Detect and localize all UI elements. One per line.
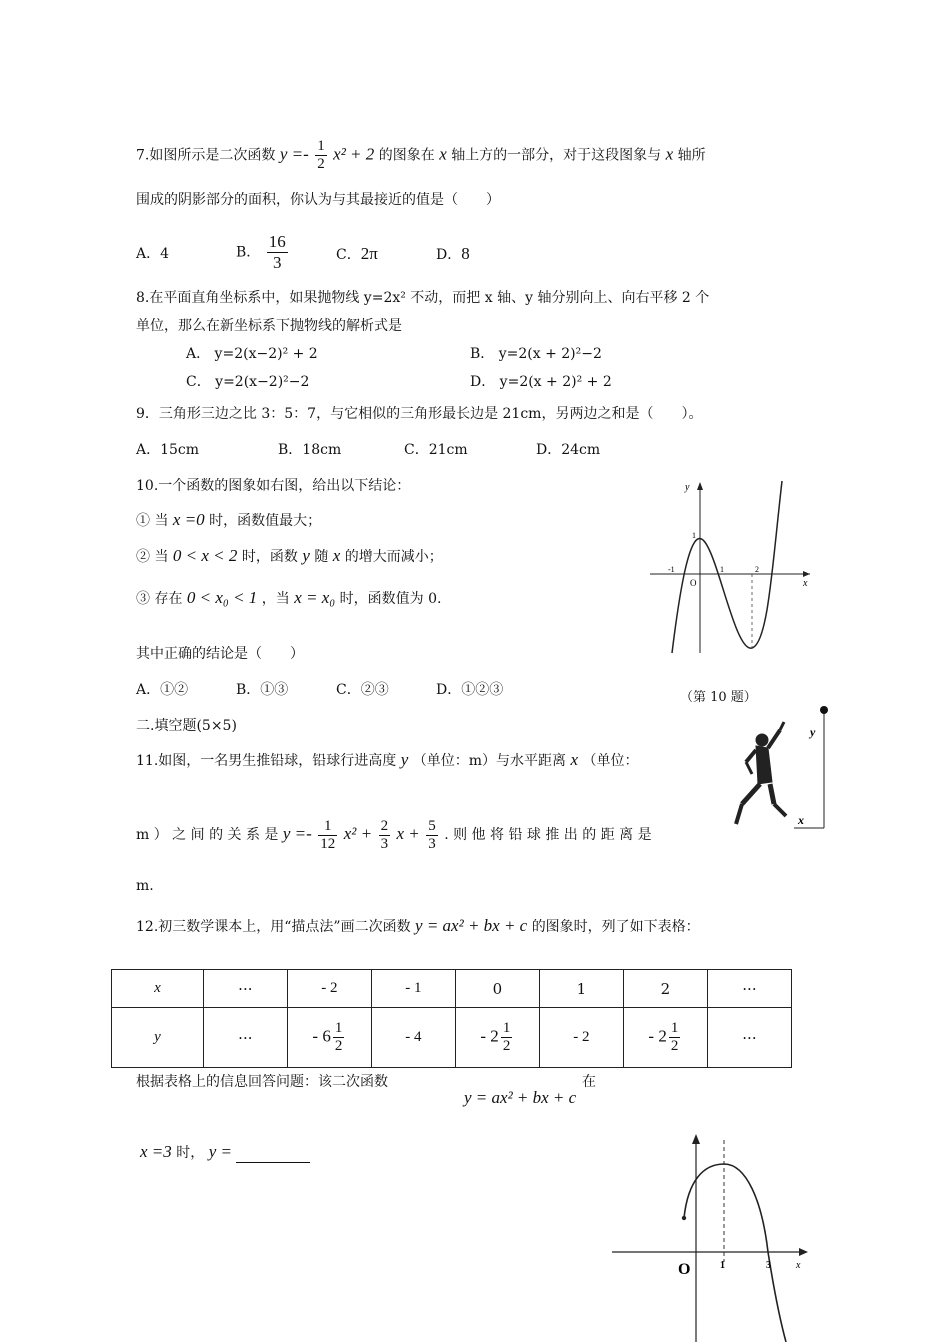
q10-y-arrow-icon [697, 482, 703, 490]
q9-stem: 9．三角形三边之比 3：5：7，与它相似的三角形最长边是 21cm，另两边之和是（ ）。 [136, 406, 703, 422]
q9-option-d: D．24cm [536, 442, 601, 458]
fig-tick-3: 3 [766, 1260, 771, 1271]
q11-line2: m ） 之 间 的 关 系 是 y =- $\frac{1}{12}$ x² + $\frac{2}{3}$ x + $\frac{5}{3}$ . 则 他 将 铅 球 推 出 的 距 离 是 [136, 817, 652, 852]
q8-option-c: C． y=2(x−2)²−2 [186, 374, 310, 390]
q10-x-arrow-icon [803, 571, 810, 577]
q10-option-a: A．①② [136, 682, 189, 698]
q8-option-d: D． y=2(x + 2)² + 2 [470, 374, 612, 390]
fig-x-arrow-icon [799, 1248, 808, 1256]
table-cell: - 2 $\frac{1}{2}$ [455, 1008, 539, 1068]
q10-tick-neg1: -1 [668, 565, 675, 574]
q12-after-table: 根据表格上的信息回答问题：该二次函数 [136, 1074, 388, 1090]
q7-line1: 7.如图所示是二次函数 y =- $\frac{1}{2}$ x² + 2 的图象在 x 轴上方的一部分，对于这段图象与 x 轴所 [136, 138, 706, 172]
q8-option-b: B． y=2(x + 2)²−2 [470, 346, 602, 362]
table-cell: - 4 [371, 1008, 455, 1068]
q10-x-label: x [803, 578, 808, 589]
q8-line1: 8.在平面直角坐标系中，如果抛物线 y=2x² 不动，而把 x 轴、y 轴分别向上、向右平移 2 个 [136, 290, 710, 306]
table-cell: ··· [203, 1008, 287, 1068]
q10-tick-2: 2 [755, 565, 759, 574]
table-cell: - 2 [539, 1008, 623, 1068]
q11-fig-y-label: y [810, 725, 816, 739]
q7-fraction: $\frac{1}{2}$ [317, 138, 325, 172]
q12-answer-blank[interactable] [236, 1146, 310, 1163]
fig-origin-label: O [678, 1261, 691, 1278]
q11-shot-put-figure [728, 700, 838, 832]
q9-option-a: A．15cm [136, 442, 200, 458]
q10-curve [672, 481, 782, 653]
table-row-x [112, 970, 792, 1008]
q12-answer-line: x =3 时， y = [140, 1142, 310, 1163]
q10-option-d: D．①②③ [436, 682, 504, 698]
q7-option-d: D．8 [436, 244, 470, 263]
fig-tick-1: 1 [720, 1260, 725, 1271]
table-cell: ··· [203, 970, 287, 1008]
fig-x-label: x [796, 1260, 801, 1271]
q12-stem: 12.初三数学课本上，用“描点法”画二次函数 y = ax² + bx + c 的图象时，列了如下表格： [136, 916, 700, 935]
q11-fig-x-label: x [798, 813, 804, 827]
q11-line3: m. [136, 878, 154, 894]
q10-y-tick-1: 1 [692, 531, 696, 540]
q10-question: 其中正确的结论是（ ） [136, 646, 304, 662]
table-cell: - 6 $\frac{1}{2}$ [287, 1008, 371, 1068]
q10-option-c: C．②③ [336, 682, 389, 698]
fig-y-arrow-icon [692, 1134, 700, 1144]
q8-option-a: A． y=2(x−2)² + 2 [186, 346, 318, 362]
q9-option-c: C．21cm [404, 442, 468, 458]
shot-ball-icon [820, 706, 828, 714]
q11-line1: 11.如图，一名男生推铅球，铅球行进高度 y （单位：m）与水平距离 x （单位： [136, 750, 639, 769]
q7-option-b: B． $\frac{16}{3}$ [236, 232, 286, 272]
q10-stem: 10.一个函数的图象如右图，给出以下结论： [136, 478, 411, 494]
table-cell: ··· [707, 1008, 791, 1068]
q10-option-b: B．①③ [236, 682, 289, 698]
q7-formula-lhs: y =- [279, 144, 309, 164]
table-cell: - 2 $\frac{1}{2}$ [623, 1008, 707, 1068]
parabola-figure [608, 1130, 818, 1342]
table-header-y: y [112, 1008, 204, 1068]
q12-formula-2: y = ax² + bx + c [464, 1088, 577, 1107]
q10-y-label: y [685, 482, 690, 493]
q12-value-table [111, 969, 792, 1068]
q10-function-graph [640, 478, 820, 658]
q7-line2: 围成的阴影部分的面积，你认为与其最接近的值是（ ） [136, 192, 500, 208]
table-cell: 1 [539, 970, 623, 1008]
table-header-x: x [112, 970, 204, 1008]
q10-tick-origin: O [690, 578, 697, 588]
section-2-title: 二.填空题(5×5) [136, 718, 237, 734]
q10-tick-1: 1 [720, 565, 724, 574]
q10-conclusion-1: ① 当 x =0 时，函数值最大； [136, 510, 322, 529]
table-cell: ··· [707, 970, 791, 1008]
fig-parabola-curve [684, 1164, 786, 1342]
q8-line2: 单位，那么在新坐标系下抛物线的解析式是 [136, 318, 402, 334]
fig-endpoint [682, 1216, 686, 1220]
table-row-y [112, 1008, 792, 1068]
q10-conclusion-2: ② 当 0 < x < 2 时，函数 y 随 x 的增大而减小； [136, 546, 443, 565]
athlete-silhouette-icon [736, 722, 786, 824]
table-cell: - 2 [287, 970, 371, 1008]
q7-option-a: A．4 [136, 246, 170, 262]
q10-conclusion-3: ③ 存在 0 < x₀ < 1 ，当 x = x₀ 时，函数值为 0. [136, 588, 442, 607]
table-cell: 2 [623, 970, 707, 1008]
table-cell: - 1 [371, 970, 455, 1008]
q10-caption: （第 10 题） [680, 690, 757, 705]
q9-option-b: B．18cm [278, 442, 342, 458]
q12-after-table-tail: 在 [582, 1074, 596, 1090]
table-cell: 0 [455, 970, 539, 1008]
q7-option-c: C．2π [336, 244, 378, 263]
